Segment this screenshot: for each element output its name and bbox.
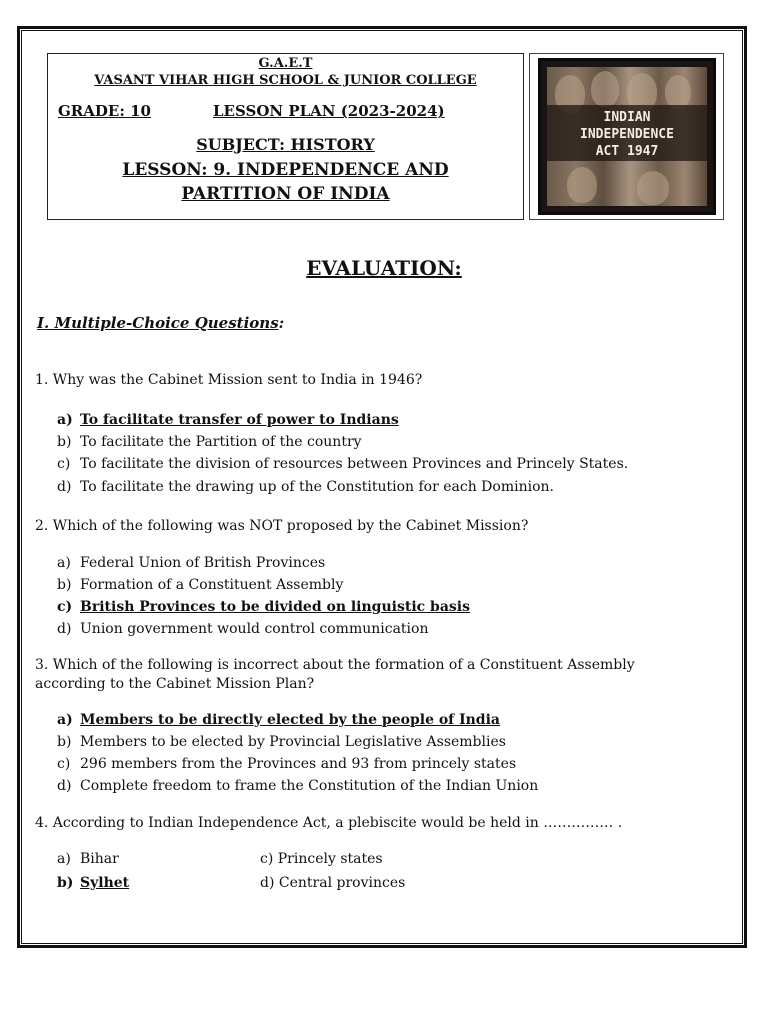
q3-option-b: b) Members to be elected by Provincial Legislative Assemblies [57, 734, 506, 750]
org-name: G.A.E.T [258, 56, 313, 71]
image-caption: INDIAN INDEPENDENCE ACT 1947 [580, 110, 674, 159]
q2-option-b: b) Formation of a Constituent Assembly [57, 577, 344, 593]
school-name: VASANT VIHAR HIGH SCHOOL & JUNIOR COLLEGE [94, 73, 477, 88]
q4-option-b: b) Sylhet [57, 875, 130, 891]
grade-label: GRADE: 10 [58, 102, 151, 120]
q3-option-d: d) Complete freedom to frame the Constitution of the Indian Union [57, 778, 539, 794]
lesson-title-line1: LESSON: 9. INDEPENDENCE AND [122, 160, 449, 180]
q3-option-c: c) 296 members from the Provinces and 93 from princely states [57, 756, 517, 772]
header-box [47, 53, 524, 220]
question-2: 2. Which of the following was NOT proposed by the Cabinet Mission? [35, 518, 529, 534]
q1-option-a: a) To facilitate transfer of power to Indians [57, 412, 399, 428]
lesson-plan-label: LESSON PLAN (2023-2024) [213, 102, 445, 120]
question-4: 4. According to Indian Independence Act, a plebiscite would be held in …………… . [35, 815, 623, 831]
q4-option-a: a) Bihar [57, 851, 119, 867]
question-1: 1. Why was the Cabinet Mission sent to India in 1946? [35, 372, 423, 388]
subject-label: SUBJECT: HISTORY [196, 135, 375, 154]
q2-option-a: a) Federal Union of British Provinces [57, 555, 326, 571]
q2-option-d: d) Union government would control communication [57, 621, 429, 637]
q2-option-c: c) British Provinces to be divided on linguistic basis [57, 599, 470, 615]
q1-option-d: d) To facilitate the drawing up of the Constitution for each Dominion. [57, 479, 554, 495]
q4-option-c: c) Princely states [260, 851, 383, 867]
lesson-title [48, 158, 523, 206]
q3-option-a: a) Members to be directly elected by the people of India [57, 712, 500, 728]
q1-option-b: b) To facilitate the Partition of the country [57, 434, 362, 450]
q4-option-d: d) Central provinces [260, 875, 406, 891]
section-heading: I. Multiple-Choice Questions: [37, 314, 285, 332]
evaluation-title: EVALUATION: [306, 256, 462, 280]
question-3: 3. Which of the following is incorrect about the formation of a Constituent Assembly according to the Cabinet Mission Plan? [35, 657, 635, 692]
image-frame [538, 58, 716, 215]
q1-option-c: c) To facilitate the division of resources between Provinces and Princely States. [57, 456, 629, 472]
independence-act-image [529, 53, 724, 220]
lesson-title-line2: PARTITION OF INDIA [181, 184, 390, 204]
